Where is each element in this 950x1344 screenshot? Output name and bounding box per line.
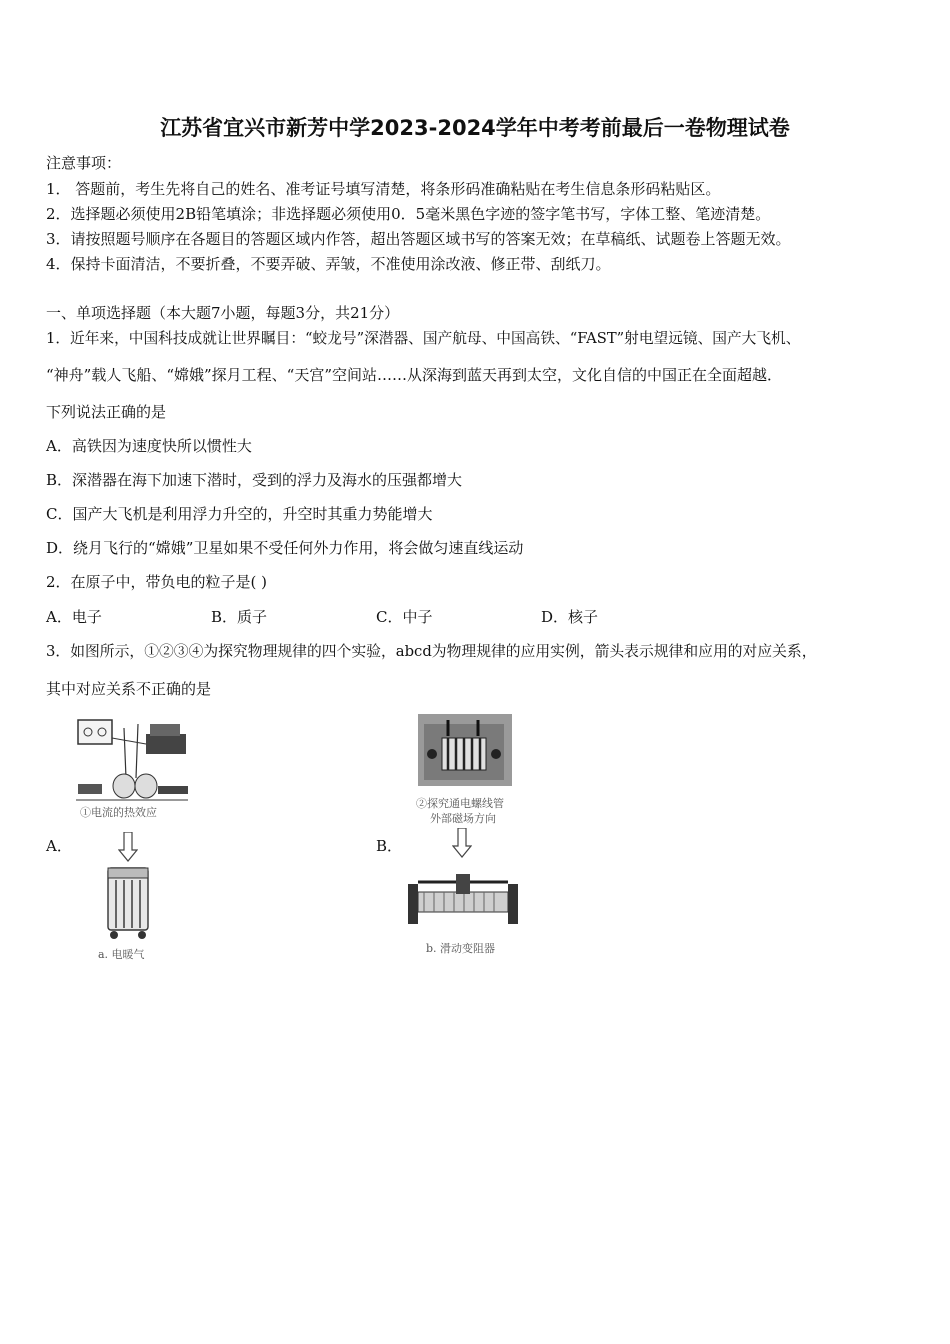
question-1-option-c: C．国产大飞机是利用浮力升空的，升空时其重力势能增大 xyxy=(46,505,433,523)
question-1-stem-line1: 1．近年来，中国科技成就让世界瞩目：“蛟龙号”深潜器、国产航母、中国高铁、“FAST”射电望远镜、国产大飞机、 xyxy=(46,330,801,347)
experiment-1-caption: ①电流的热效应 xyxy=(80,806,157,819)
question-1-stem-line2: “神舟”载人飞船、“嫦娥”探月工程、“天宫”空间站……从深海到蓝天再到太空，文化自信的中国正在全面超越． xyxy=(46,366,783,384)
question-1-option-d: D．绕月飞行的“嫦娥”卫星如果不受任何外力作用，将会做匀速直线运动 xyxy=(46,539,524,557)
arrow-down-icon xyxy=(118,832,138,862)
experiment-2-caption-line1: ②探究通电螺线管 xyxy=(416,797,504,810)
question-3-stem-line2: 其中对应关系不正确的是 xyxy=(46,680,212,698)
electric-heater-icon xyxy=(100,864,156,942)
question-2-option-c: C．中子 xyxy=(376,608,433,626)
section-heading: 一、单项选择题（本大题7小题，每题3分，共21分） xyxy=(46,304,400,322)
question-2-option-d: D．核子 xyxy=(541,608,599,626)
question-2-option-a: A．电子 xyxy=(46,608,102,626)
question-3-option-a-label: A． xyxy=(46,837,72,855)
question-1-option-b: B．深潜器在海下加速下潜时，受到的浮力及海水的压强都增大 xyxy=(46,471,463,489)
question-2-stem: 2．在原子中，带负电的粒子是( ) xyxy=(46,573,268,591)
heat-effect-experiment-figure xyxy=(72,714,192,806)
notice-item: 4．保持卡面清洁，不要折叠，不要弄破、弄皱，不准使用涂改液、修正带、刮纸刀。 xyxy=(46,255,611,273)
notice-item: 3．请按照题号顺序在各题目的答题区域内作答，超出答题区域书写的答案无效；在草稿纸、试题卷上答题无效。 xyxy=(46,230,791,248)
question-3-stem-line1: 3．如图所示，①②③④为探究物理规律的四个实验，abcd为物理规律的应用实例，箭头表示规律和应用的对应关系， xyxy=(46,643,817,660)
notice-item: 2．选择题必须使用2B铅笔填涂；非选择题必须使用0．5毫米黑色字迹的签字笔书写，字体工整、笔迹清楚。 xyxy=(46,205,771,223)
application-a-caption: a. 电暖气 xyxy=(98,948,145,961)
sliding-rheostat-icon xyxy=(404,870,522,928)
question-3-option-b-label: B． xyxy=(376,837,403,855)
notice-heading: 注意事项： xyxy=(46,154,122,172)
question-2-option-b: B．质子 xyxy=(211,608,268,626)
question-1-option-a: A．高铁因为速度快所以惯性大 xyxy=(46,437,252,455)
notice-item: 1． 答题前，考生先将自己的姓名、准考证号填写清楚，将条形码准确粘贴在考生信息条形码粘贴区。 xyxy=(46,180,721,198)
solenoid-experiment-figure xyxy=(418,714,512,786)
experiment-2-caption-line2: 外部磁场方向 xyxy=(430,812,496,825)
page-title: 江苏省宜兴市新芳中学2023-2024学年中考考前最后一卷物理试卷 xyxy=(160,116,790,140)
application-b-caption: b. 滑动变阻器 xyxy=(426,942,496,955)
question-1-prompt: 下列说法正确的是 xyxy=(46,403,167,421)
arrow-down-icon xyxy=(452,828,472,858)
